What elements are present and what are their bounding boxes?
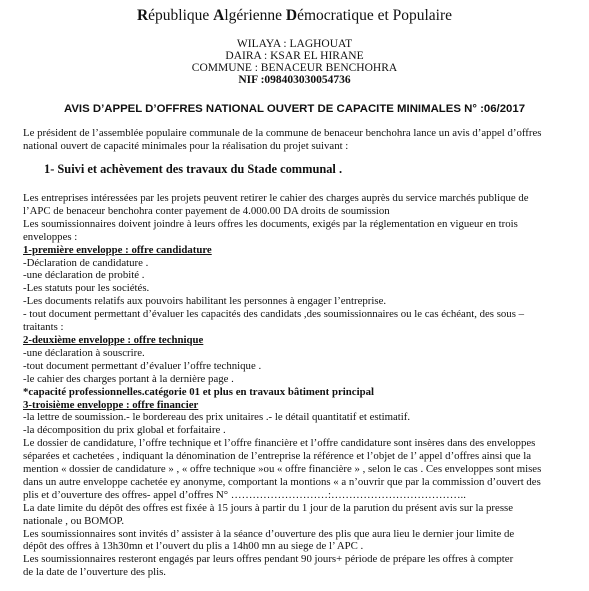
envelope-2-item: -tout document permettant d’évaluer l’offre technique . (23, 359, 262, 372)
body-line: dépôt des offres à 13h30mn et l’ouvert du plis a 14h00 mn au siege de l’ APC . (23, 540, 364, 553)
envelope-1-heading: 1-première enveloppe : offre candidature (23, 243, 212, 256)
envelope-1-item: -Les documents relatifs aux pouvoirs habilitant les personnes à engager l’entreprise. (23, 295, 387, 308)
envelope-3-item: -la lettre de soumission.- le bordereau des prix unitaires .- le détail quantitatif et estimatif. (23, 411, 411, 424)
republic-title: République Algérienne Démocratique et Populaire (136, 7, 453, 24)
envelope-2-heading: 2-deuxième enveloppe : offre technique (23, 333, 204, 346)
intro-paragraph (23, 127, 571, 153)
body-line: Les entreprises intéressées par les projets peuvent retirer le cahier des charges auprès du service marchés publique de (23, 192, 529, 204)
daira-line: DAIRA : KSAR EL HIRANE (225, 50, 364, 62)
body-line: l’APC de benaceur benchohra conter payement de 4.000.00 DA droits de soumission (23, 204, 390, 217)
tender-notice-title: AVIS D’APPEL D’OFFRES NATIONAL OUVERT DE CAPACITE MINIMALES N° :06/2017 (63, 103, 526, 115)
tender-body (23, 192, 571, 579)
envelope-1-item: -une déclaration de probité . (23, 269, 145, 282)
capacity-requirement: *capacité professionnelles.catégorie 01 et plus en travaux bâtiment principal (23, 385, 374, 398)
intro-line: Le président de l’assemblée populaire communale de la commune de benaceur benchohra lance un avis d’appel d’offres (23, 127, 542, 139)
body-line: La date limite du dépôt des offres est fixée à 15 jours à partir du 1 jour de la parution du présent avis sur la presse (23, 501, 514, 514)
envelope-3-item: -la décomposition du prix global et forfaitaire . (23, 424, 226, 437)
body-line: Les soumissionnaires resteront engagés par leurs offres pendant 90 jours+ période de prépare les offres à compter (23, 553, 514, 566)
body-line: plis et d’ouverture des offres- appel d’offres N° ………………………:……………………………….. (23, 488, 466, 501)
body-line: Les soumissionnaires sont invités d’ assister à la séance d’ouverture des plis que aura lieu le dernier jour limite de (23, 527, 515, 540)
envelope-3-heading: 3-troisième enveloppe : offre financier (23, 398, 199, 411)
envelope-2-item: -une déclaration à souscrire. (23, 346, 145, 359)
envelope-1-item: -Les statuts pour les sociétés. (23, 282, 150, 295)
body-line: enveloppes : (23, 230, 78, 243)
body-line: nationale , ou BOMOP. (23, 514, 125, 527)
body-line: séparées et cachetées , indiquant la dénomination de l’entreprise la référence et l’objet de l’ appel d’offres ainsi que la (23, 450, 532, 463)
nif-line: NIF :098403030054736 (238, 74, 351, 86)
envelope-2-item: -le cahier des charges portant à la dernière page . (23, 372, 234, 385)
intro-line: national ouvert de capacité minimales pour la réalisation du projet suivant : (23, 139, 349, 152)
project-heading: 1- Suivi et achèvement des travaux du Stade communal . (44, 162, 343, 176)
body-line: Le dossier de candidature, l’offre technique et l’offre financière et l’offre candidature sont insères dans des enveloppes (23, 437, 536, 450)
envelope-1-item: traitants : (23, 321, 64, 334)
body-line: de la date de l’ouverture des plis. (23, 566, 167, 579)
body-line: mention « dossier de candidature » , « offre technique »ou « offre financière » , selon le cas . Ces enveloppes sont mises (23, 463, 542, 476)
envelope-1-item: - tout document permettant d’évaluer les capacités des candidats ,des soumissionnaires ou le cas échéant, des sous – (23, 308, 525, 321)
body-line: Les soumissionnaires doivent joindre à leurs offres les documents, exigés par la réglementation en vigueur en trois (23, 217, 518, 230)
wilaya-line: WILAYA : LAGHOUAT (236, 38, 353, 50)
body-line: dans un autre enveloppe cachetée ey anonyme, comportant la montions « a n’ouvrir que par la commission d’ouvert des (23, 475, 541, 488)
commune-line: COMMUNE : BENACEUR BENCHOHRA (191, 62, 398, 74)
envelope-1-item: -Déclaration de candidature . (23, 256, 149, 269)
